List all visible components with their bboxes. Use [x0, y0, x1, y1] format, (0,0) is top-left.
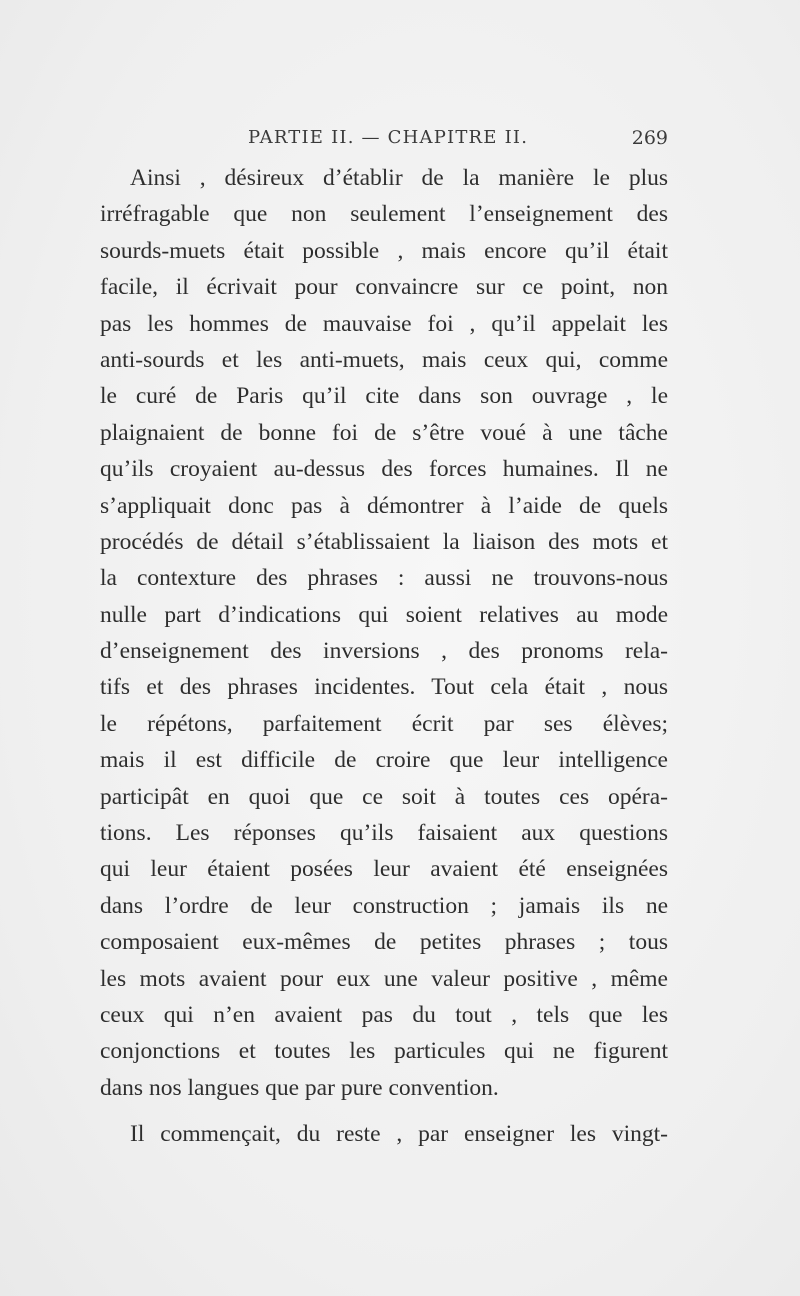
text-line: nulle part d’indications qui soient relatives au mode — [100, 601, 668, 628]
text-line: ceux qui n’en avaient pas du tout , tels que les — [100, 1001, 668, 1028]
text-line: s’appliquait donc pas à démontrer à l’aide de quels — [100, 492, 668, 519]
text-line: facile, il écrivait pour convaincre sur ce point, non — [100, 274, 668, 301]
text-line: pas les hommes de mauvaise foi , qu’il appelait les — [100, 310, 668, 337]
page-number: 269 — [631, 127, 668, 149]
text-line: conjonctions et toutes les particules qui ne figurent — [100, 1038, 668, 1065]
text-line: tions. Les réponses qu’ils faisaient aux questions — [100, 820, 668, 847]
text-line: irréfragable que non seulement l’enseignement des — [100, 201, 668, 228]
text-line: d’enseignement des inversions , des pronoms rela- — [100, 638, 668, 665]
text-line: anti-sourds et les anti-muets, mais ceux qui, comme — [100, 346, 668, 373]
text-line: dans l’ordre de leur construction ; jamais ils ne — [100, 892, 668, 919]
text-line: les mots avaient pour eux une valeur positive , même — [100, 965, 668, 992]
text-line: la contexture des phrases : aussi ne trouvons-nous — [100, 565, 668, 592]
text-line: le curé de Paris qu’il cite dans son ouvrage , le — [100, 383, 668, 410]
text-line: sourds-muets était possible , mais encore qu’il était — [100, 237, 668, 264]
text-line: le répétons, parfaitement écrit par ses élèves; — [100, 710, 668, 737]
page-header — [100, 127, 668, 157]
text-line: dans nos langues que par pure convention. — [100, 1074, 499, 1101]
text-line: plaignaient de bonne foi de s’être voué à une tâche — [100, 419, 668, 446]
text-line: qu’ils croyaient au-dessus des forces humaines. Il ne — [100, 456, 668, 483]
text-line: tifs et des phrases incidentes. Tout cela était , nous — [100, 674, 668, 701]
text-line: Ainsi , désireux d’établir de la manière le plus — [130, 165, 668, 191]
text-line: mais il est difficile de croire que leur intelligence — [100, 747, 668, 774]
body-text — [100, 160, 668, 1153]
text-line: Il commençait, du reste , par enseigner les vingt- — [130, 1121, 668, 1148]
text-line: participât en quoi que ce soit à toutes ces opéra- — [100, 783, 668, 810]
running-head: PARTIE II. — CHAPITRE II. — [248, 127, 529, 148]
text-line: composaient eux-mêmes de petites phrases ; tous — [100, 929, 668, 956]
text-line: procédés de détail s’établissaient la liaison des mots et — [100, 528, 668, 555]
text-line: qui leur étaient posées leur avaient été enseignées — [100, 856, 668, 883]
